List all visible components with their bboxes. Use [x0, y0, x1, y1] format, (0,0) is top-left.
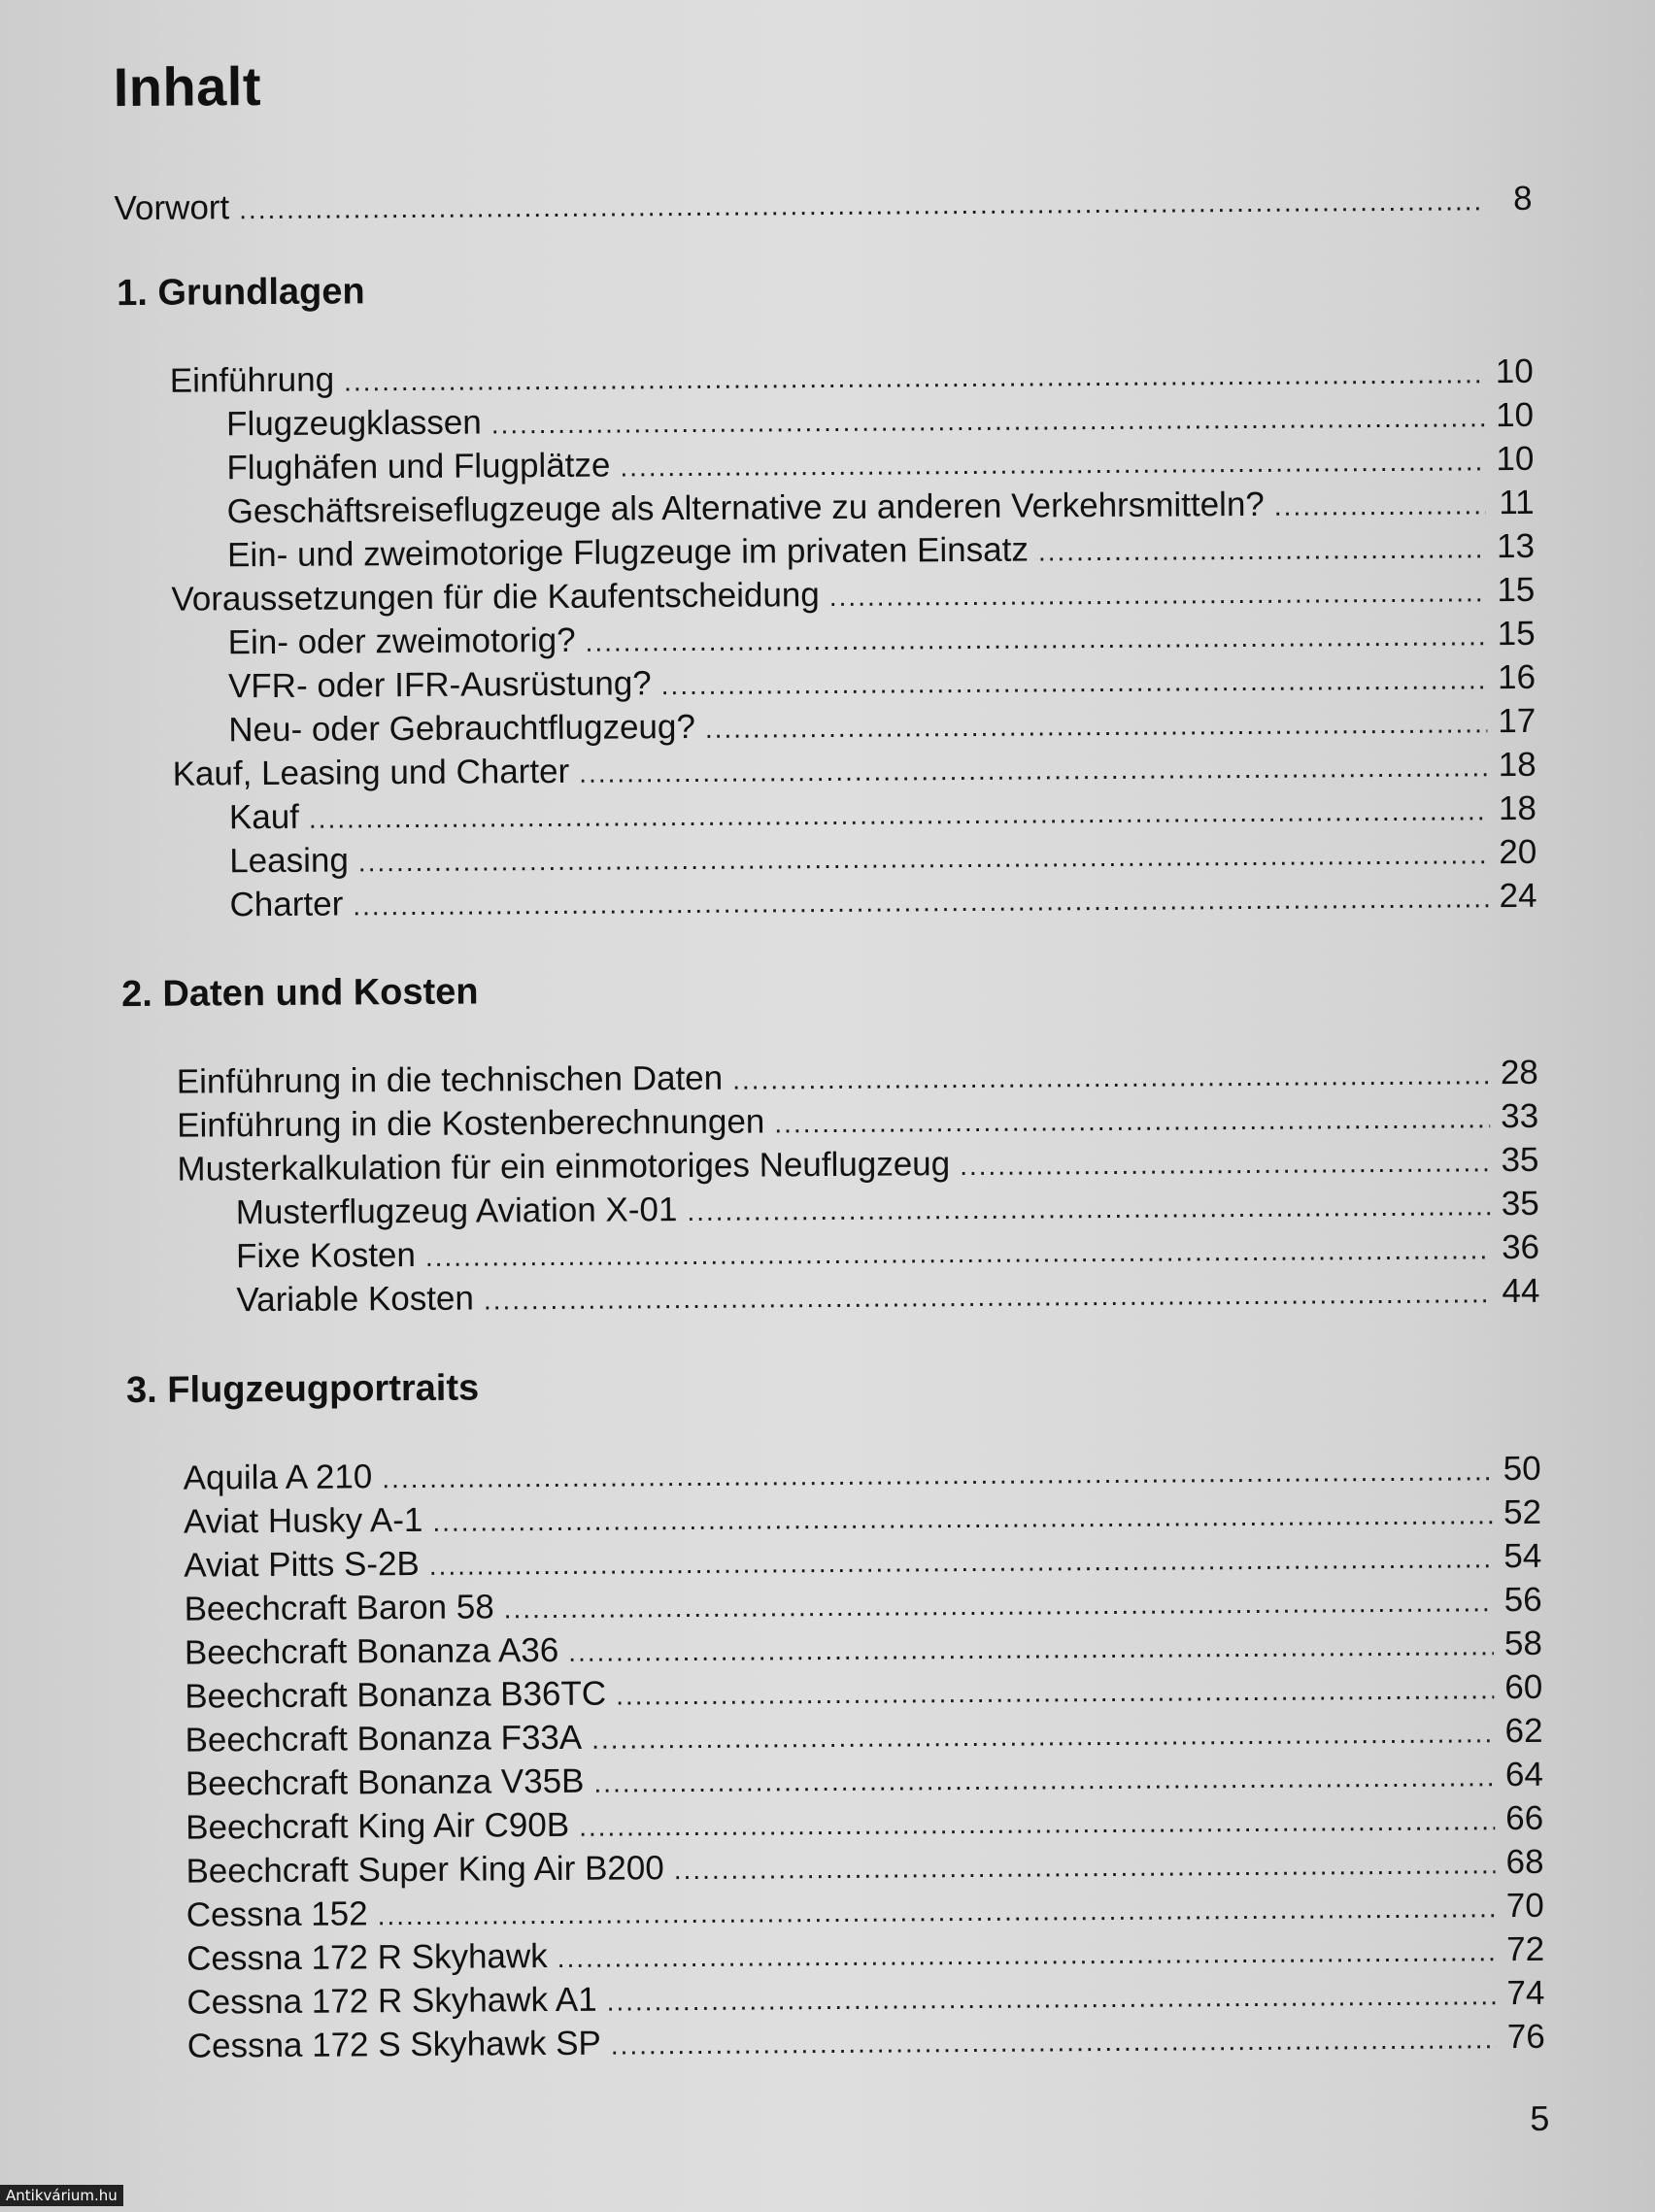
toc-entry-label: Beechcraft Bonanza B36TC [185, 1674, 607, 1716]
toc-entry-label: Ein- oder zweimotorig? [227, 620, 576, 662]
toc-entry-page: 13 [1496, 526, 1536, 566]
toc-entry-page: 11 [1499, 483, 1535, 522]
toc-entry-label: Neu- oder Gebrauchtflugzeug? [228, 707, 696, 750]
toc-entry-label: Vorwort [114, 188, 230, 228]
toc-entry-page: 8 [1512, 179, 1533, 218]
toc-entry-page: 35 [1501, 1184, 1539, 1223]
section-heading-daten-und-kosten: 2. Daten und Kosten [121, 971, 479, 1016]
toc-entry-label: Beechcraft Super King Air B200 [186, 1849, 664, 1891]
toc-entry-label: VFR- oder IFR-Ausrüstung? [227, 664, 652, 706]
toc-entry-page: 66 [1505, 1798, 1544, 1838]
dot-leader [687, 1185, 1491, 1233]
toc-entry-page: 18 [1498, 745, 1537, 785]
toc-entry-label: Beechcraft King Air C90B [186, 1805, 570, 1847]
toc-entry-label: Kauf [228, 797, 300, 837]
toc-entry-label: Cessna 172 R Skyhawk [186, 1937, 548, 1978]
toc-entry-label: Charter [229, 885, 344, 924]
dot-leader [960, 1141, 1491, 1188]
toc-entry-label: Einführung [169, 360, 335, 400]
toc-entry-page: 28 [1500, 1053, 1538, 1092]
toc-entry-page: 56 [1503, 1580, 1542, 1620]
toc-entry-page: 64 [1504, 1755, 1543, 1794]
toc-entry-label: Aviat Pitts S-2B [184, 1544, 420, 1585]
dot-leader [674, 1843, 1496, 1892]
toc-entry-label: Musterkalkulation für ein einmotoriges Neuflugzeug [177, 1145, 951, 1189]
toc-entry-page: 50 [1503, 1449, 1541, 1489]
toc-entry-page: 16 [1497, 657, 1537, 697]
toc-entry-label: Cessna 172 R Skyhawk A1 [186, 1980, 597, 2022]
dot-leader [732, 1054, 1490, 1101]
toc-entry-label: Beechcraft Bonanza F33A [185, 1718, 583, 1760]
toc-entry-label: Einführung in die technischen Daten [176, 1058, 724, 1101]
toc-entry-label: Aviat Husky A-1 [183, 1500, 423, 1541]
dot-leader [239, 180, 1484, 231]
dot-leader [579, 746, 1488, 795]
toc-entry-page: 10 [1496, 439, 1535, 479]
toc-entry [187, 2016, 1545, 2070]
dot-leader [585, 615, 1486, 663]
dot-leader [1038, 527, 1486, 573]
watermark: Antikvárium.hu [0, 2185, 123, 2206]
dot-leader [591, 1712, 1495, 1760]
toc-entry-page: 36 [1501, 1227, 1540, 1267]
toc-entry-label: Einführung in die Kostenberechnungen [177, 1102, 765, 1145]
toc-entry-label: Beechcraft Bonanza A36 [184, 1630, 559, 1672]
toc-entry-label: Ein- und zweimotorige Flugzeuge im privaten Einsatz [226, 530, 1030, 575]
dot-leader [353, 877, 1489, 927]
toc-entry-label: Musterflugzeug Aviation X-01 [235, 1190, 678, 1232]
dot-leader [616, 1668, 1494, 1717]
toc-entry-page: 15 [1497, 614, 1536, 654]
section-heading-grundlagen: 1. Grundlagen [117, 271, 365, 315]
toc-entry-page: 20 [1499, 832, 1537, 872]
dot-leader [611, 2018, 1497, 2066]
section-heading-flugzeugportraits: 3. Flugzeugportraits [125, 1367, 480, 1412]
dot-leader [593, 1756, 1495, 1804]
toc-entry [236, 1270, 1539, 1324]
dot-leader [661, 658, 1488, 707]
toc-entry-label: Variable Kosten [236, 1279, 475, 1320]
toc-entry-label: Flughäfen und Flugplätze [226, 446, 611, 487]
dot-leader [829, 571, 1487, 619]
toc-entry-page: 72 [1506, 1929, 1545, 1969]
toc-entry-page: 52 [1503, 1492, 1542, 1532]
toc-entry-page: 58 [1503, 1624, 1543, 1663]
toc-entry-label: Beechcraft Bonanza V35B [185, 1761, 585, 1803]
toc-entry-page: 60 [1504, 1667, 1543, 1707]
dot-leader [774, 1097, 1490, 1145]
toc-entry-page: 68 [1505, 1842, 1544, 1882]
toc-entry-label: Voraussetzungen für die Kaufentscheidung [171, 576, 820, 619]
toc-entry-page: 10 [1495, 352, 1534, 391]
toc-entry-page: 24 [1499, 876, 1537, 916]
toc-entry-vorwort [114, 178, 1532, 232]
page-number: 5 [1530, 2097, 1550, 2138]
toc-entry-page: 76 [1506, 2017, 1545, 2057]
toc-entry-page: 10 [1495, 395, 1535, 435]
toc-entry-page: 70 [1505, 1886, 1544, 1926]
dot-leader [705, 702, 1488, 751]
page-title: Inhalt [113, 55, 262, 118]
dot-leader [484, 1272, 1492, 1322]
toc-entry-label: Aquila A 210 [183, 1458, 373, 1497]
toc-entry-page: 44 [1502, 1271, 1540, 1311]
toc-entry-page: 33 [1501, 1096, 1539, 1136]
dot-leader [1274, 484, 1486, 528]
toc-entry-label: Geschäftsreiseflugzeuge als Alternative zu anderen Verkehrsmitteln? [226, 485, 1265, 531]
toc-entry-page: 74 [1506, 1973, 1545, 2013]
toc-entry-label: Cessna 152 [186, 1894, 368, 1934]
toc-entry-page: 54 [1503, 1536, 1542, 1576]
toc-entry-label: Beechcraft Baron 58 [184, 1588, 494, 1628]
dot-leader [620, 440, 1485, 488]
toc-entry-label: Flugzeugklassen [225, 403, 482, 444]
toc-entry-page: 35 [1501, 1140, 1539, 1180]
toc-entry-page: 62 [1504, 1711, 1543, 1751]
toc-entry-page: 15 [1497, 570, 1536, 610]
toc-entry-page: 17 [1498, 701, 1537, 741]
toc-entry-page: 18 [1498, 788, 1537, 828]
toc-entry-label: Cessna 172 S Skyhawk SP [186, 2024, 601, 2065]
toc-entry-label: Fixe Kosten [235, 1235, 417, 1276]
dot-leader [606, 1974, 1496, 2023]
toc-entry [229, 875, 1537, 928]
toc-entry-label: Kauf, Leasing und Charter [172, 752, 570, 793]
toc-entry-label: Leasing [229, 841, 349, 881]
